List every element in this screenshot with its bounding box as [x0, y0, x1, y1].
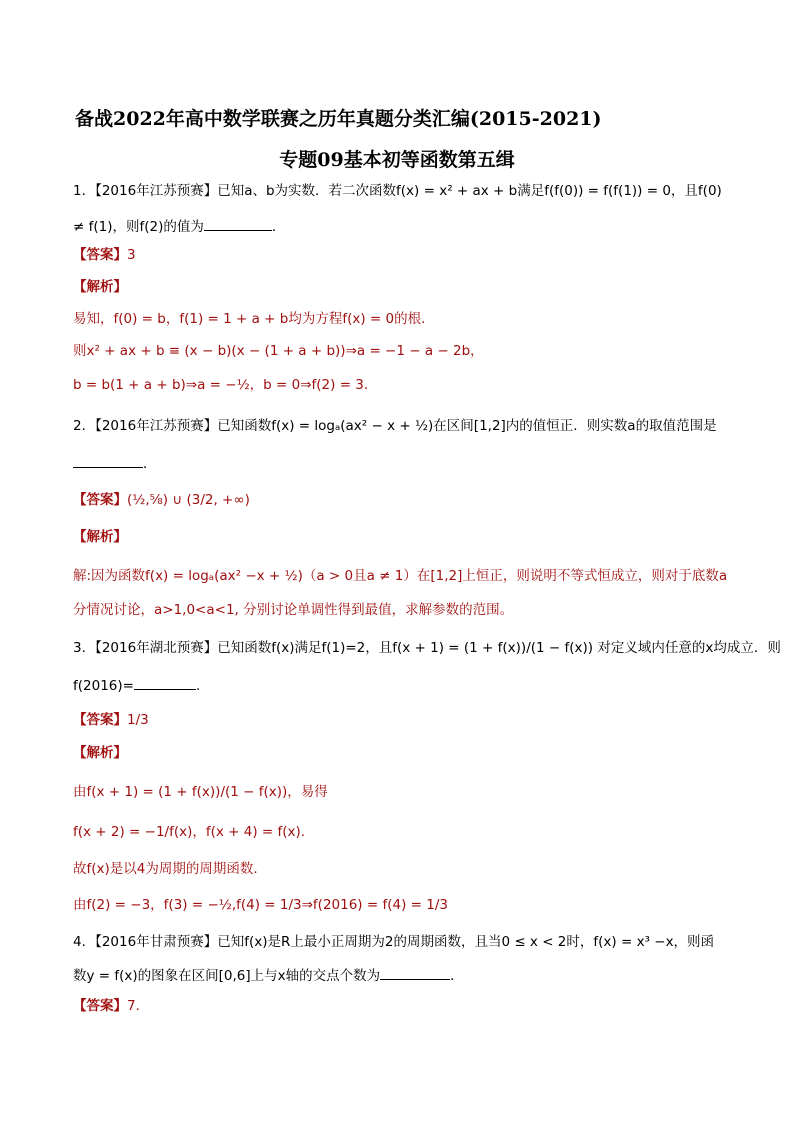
- solution-1-line-2: 则x² + ax + b ≡ (x − b)(x − (1 + a + b))⇒a = −1 − a − 2b，: [73, 343, 484, 359]
- solution-1-line-3: b = b(1 + a + b)⇒a = −½，b = 0⇒f(2) = 3．: [73, 377, 378, 393]
- document-title: 备战2022年高中数学联赛之历年真题分类汇编(2015-2021): [75, 108, 602, 130]
- answer-row-4: [73, 996, 733, 1016]
- answer-label: 【答案】: [73, 712, 127, 728]
- question-4-text-cont: 数y = f(x)的图象在区间[0,6]上与x轴的交点个数为 ．: [73, 965, 733, 986]
- answer-value: 7.: [127, 998, 140, 1014]
- answer-label: 【答案】: [73, 247, 127, 263]
- answer-row-3: [73, 710, 733, 730]
- question-3-text: 3．【2016年湖北预赛】已知函数f(x)满足f(1)=2，且f(x + 1) = (1 + f(x))/(1 − f(x)) 对定义域内任意的x均成立．则: [73, 640, 781, 656]
- answer-blank: [204, 216, 272, 231]
- solution-3-line-2: f(x + 2) = −1/f(x)，f(x + 4) = f(x).: [73, 824, 306, 840]
- answer-row-2: [73, 490, 733, 510]
- answer-blank: [73, 453, 143, 468]
- question-1-text: 1．【2016年江苏预赛】已知a、b为实数．若二次函数f(x) = x² + ax + b满足f(f(0)) = f(f(1)) = 0，且f(0): [73, 183, 722, 199]
- solution-3-line-4: 由f(2) = −3，f(3) = −½,f(4) = 1/3⇒f(2016) = f(4) = 1/3: [73, 897, 448, 913]
- solution-3-line-1: 由f(x + 1) = (1 + f(x))/(1 − f(x))，易得: [73, 784, 328, 800]
- question-4-text: 4．【2016年甘肃预赛】已知f(x)是R上最小正周期为2的周期函数，且当0 ≤ x < 2时，f(x) = x³ −x，则函: [73, 934, 715, 950]
- document-subtitle: 专题09基本初等函数第五缉: [279, 149, 515, 171]
- solution-2-line-1: 解:因为函数f(x) = logₐ(ax² −x + ½)（a > 0且a ≠ 1）在[1,2]上恒正，则说明不等式恒成立，则对于底数a: [73, 568, 728, 584]
- analysis-label-1: 【解析】: [73, 279, 127, 295]
- answer-label: 【答案】: [73, 998, 127, 1014]
- answer-blank: [134, 675, 196, 690]
- question-3-text-cont: f(2016)= .: [73, 675, 733, 696]
- answer-value: 1/3: [127, 712, 149, 728]
- answer-value: 3: [127, 247, 136, 263]
- solution-1-line-1: 易知，f(0) = b，f(1) = 1 + a + b均为方程f(x) = 0的根．: [73, 311, 435, 327]
- question-2-text-cont: ．: [73, 453, 733, 474]
- question-2-text: 2．【2016年江苏预赛】已知函数f(x) = logₐ(ax² − x + ½)在区间[1,2]内的值恒正．则实数a的取值范围是: [73, 418, 717, 434]
- answer-value: (½,⅝) ∪ (3/2, +∞): [127, 492, 250, 508]
- answer-row-1: [73, 245, 733, 265]
- question-1-text-cont: ≠ f(1)，则f(2)的值为 ．: [73, 216, 733, 237]
- solution-3-line-3: 故f(x)是以4为周期的周期函数.: [73, 861, 258, 877]
- solution-2-line-2: 分情况讨论，a>1,0<a<1, 分别讨论单调性得到最值，求解参数的范围。: [73, 602, 514, 618]
- answer-blank: [380, 965, 450, 980]
- analysis-label-3: 【解析】: [73, 745, 127, 761]
- analysis-label-2: 【解析】: [73, 529, 127, 545]
- answer-label: 【答案】: [73, 492, 127, 508]
